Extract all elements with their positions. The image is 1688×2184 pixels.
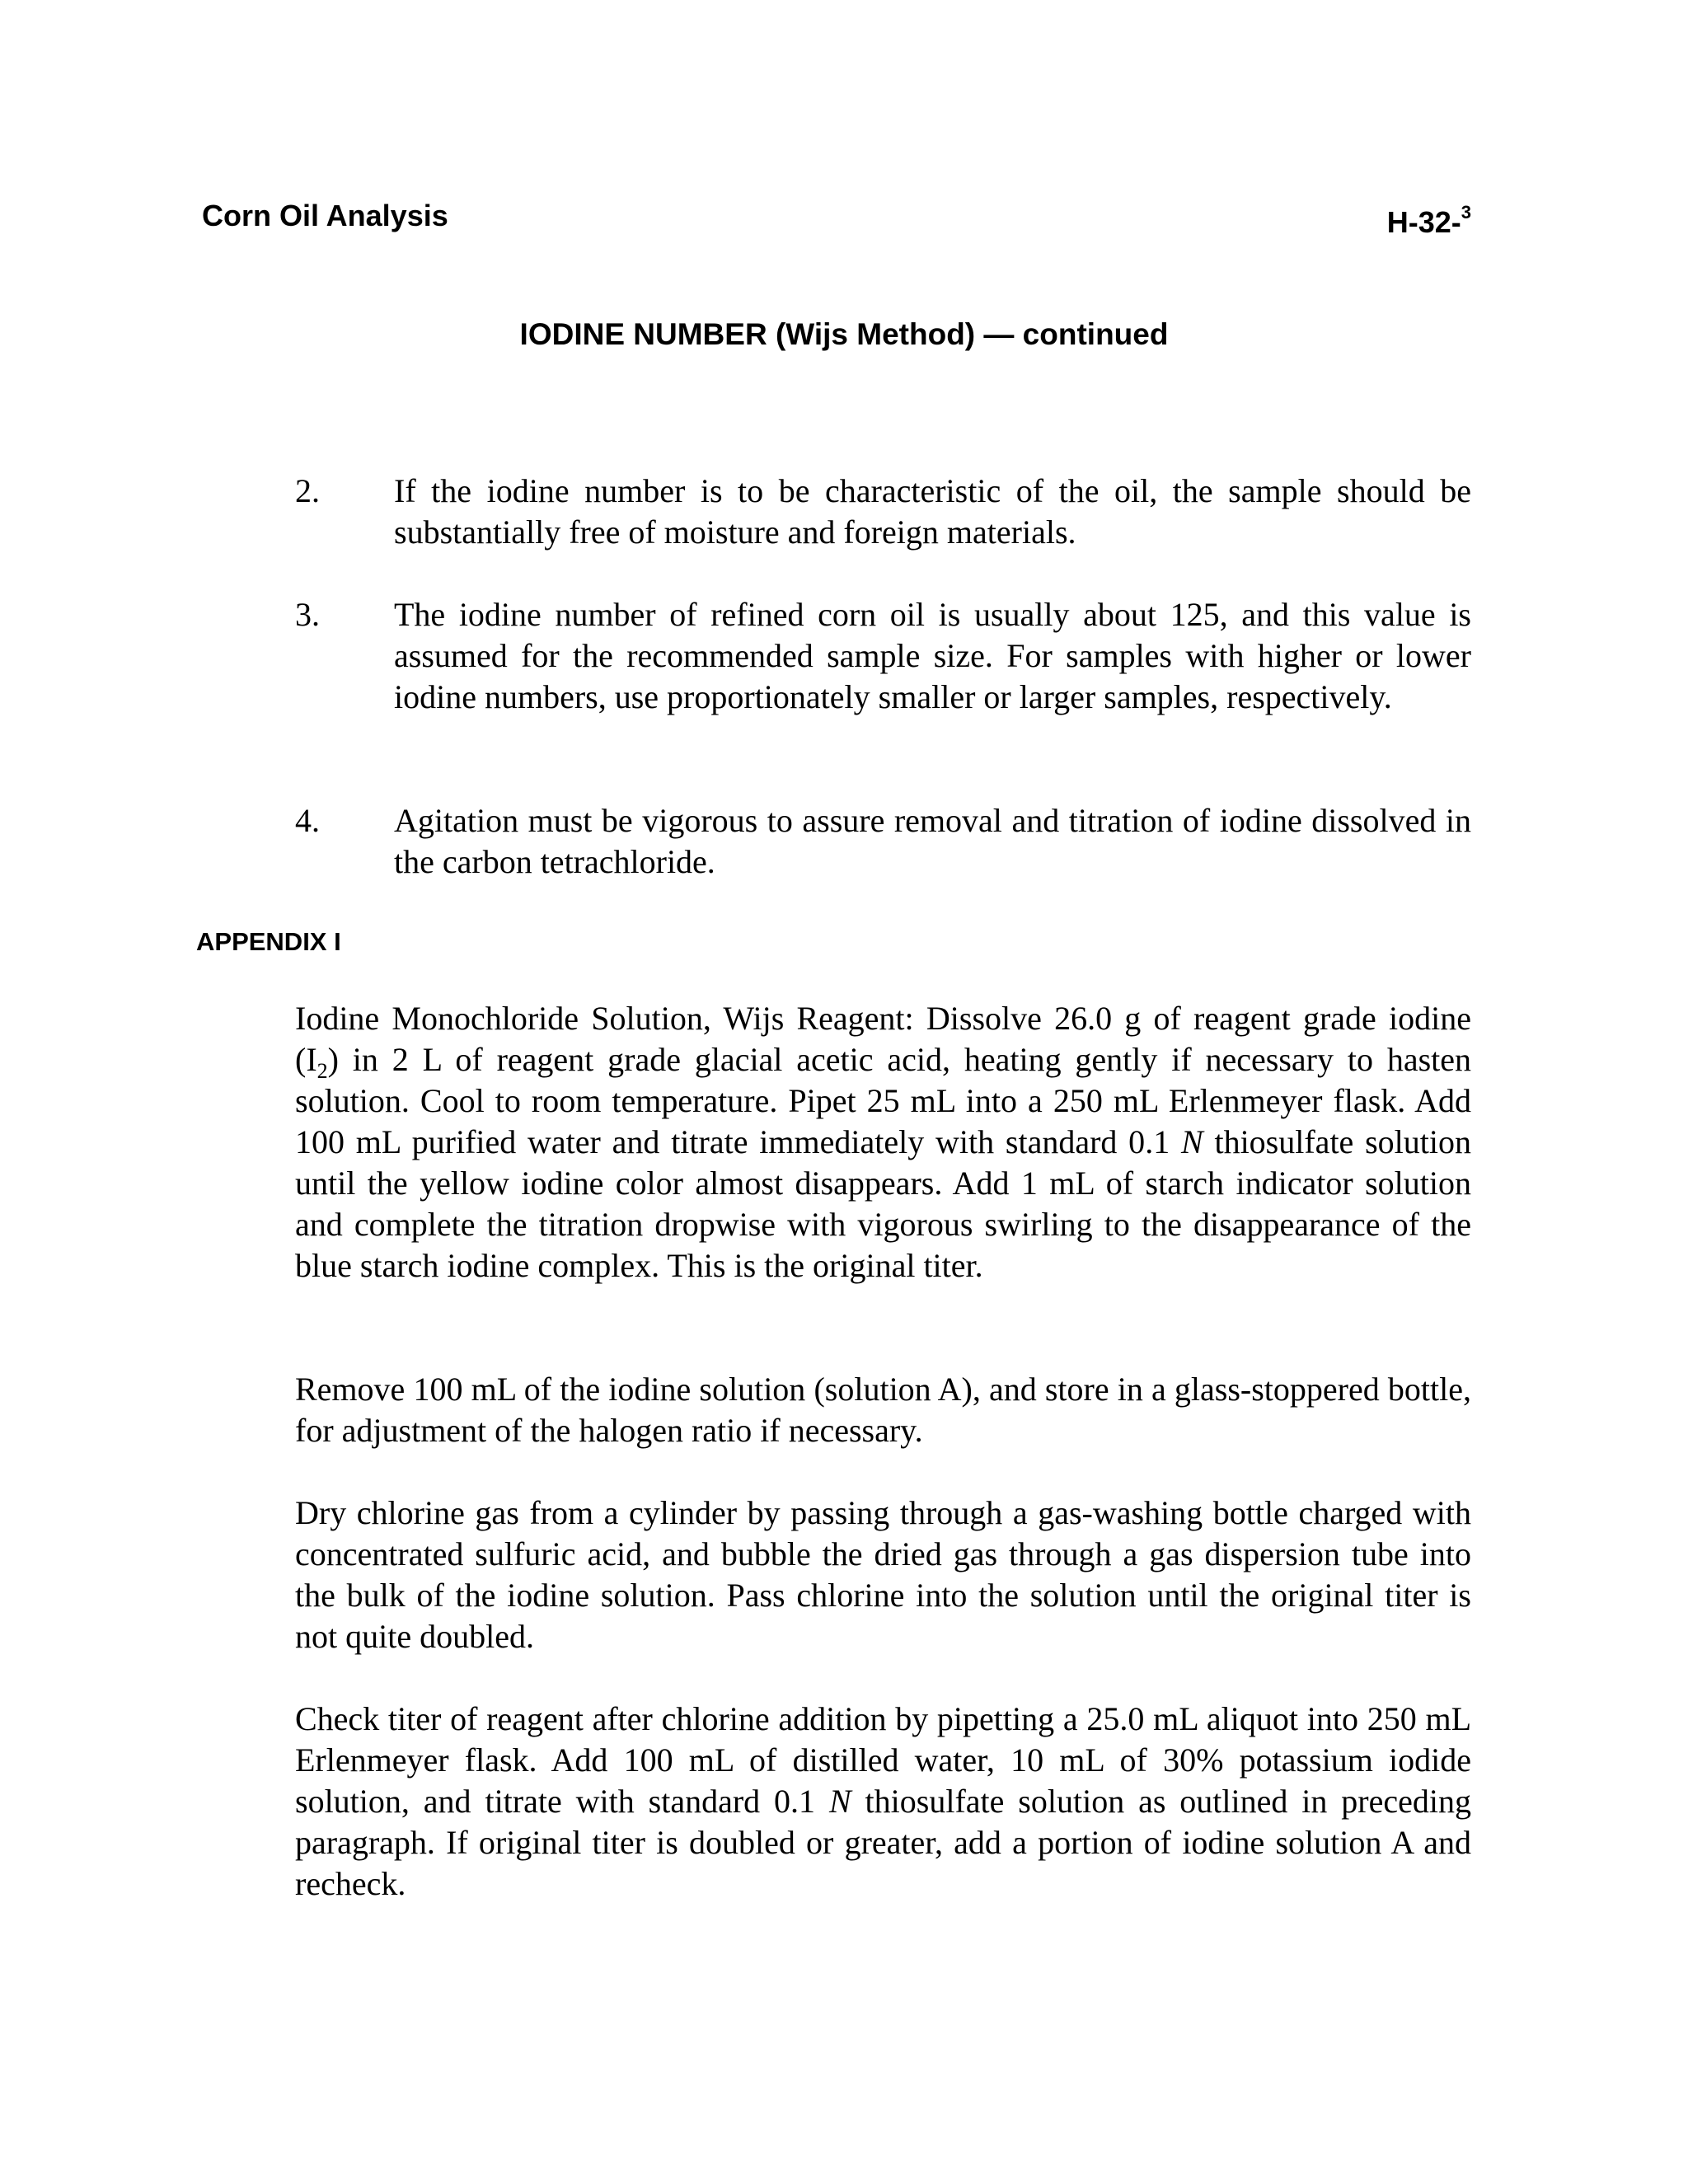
note-text: Agitation must be vigorous to assure removal and titration of iodine dissolved in the carbon tetrachloride. (394, 802, 1471, 880)
appendix-paragraph-wijs-reagent (295, 998, 1471, 1286)
subscript: 2 (316, 1059, 328, 1083)
appendix-paragraph-check-titer (295, 1699, 1471, 1905)
page-id: H-32- (1386, 205, 1461, 239)
note-item (295, 594, 1471, 718)
section-heading: IODINE NUMBER (Wijs Method) — continued (519, 317, 1169, 351)
note-text: If the iodine number is to be characteristic of the oil, the sample should be substantially free of moisture and foreign materials. (394, 472, 1471, 551)
paragraph-text: thiosulfate solution until the yellow iodine color almost disappears. Add 1 mL of starch indicator solution and complete the titration dropwise with vigorous swirling to the disappearance of the blue starch iodine complex. This is the original titer. (295, 1123, 1471, 1284)
note-text: The iodine number of refined corn oil is usually about 125, and this value is assumed for the recommended sample size. For samples with higher or lower iodine numbers, use proportionately smaller or larger samples, respectively. (394, 596, 1471, 715)
page-number (1387, 198, 1471, 241)
normality-symbol: N (828, 1783, 851, 1820)
note-number: 4. (295, 802, 320, 839)
paragraph-text: ) in 2 L of reagent grade glacial acetic acid, heating gently if necessary to hasten solution. Cool to room temperature. Pipet 25 mL into a 250 mL Erlenmeyer flask. Add 100 mL purified water and titrate immediately with standard 0.1 (295, 1041, 1471, 1160)
appendix-heading: APPENDIX I (196, 927, 341, 956)
document-title: Corn Oil Analysis (202, 199, 448, 232)
note-item (295, 800, 1471, 883)
appendix-paragraph-solution-a: Remove 100 mL of the iodine solution (solution A), and store in a glass-stoppered bottle, for adjustment of the halogen ratio if necessary. (295, 1371, 1471, 1449)
note-item (295, 471, 1471, 553)
appendix-paragraph-chlorine: Dry chlorine gas from a cylinder by passing through a gas-washing bottle charged with concentrated sulfuric acid, and bubble the dried gas through a gas dispersion tube into the bulk of the iodine solution. Pass chlorine into the solution until the original titer is not quite doubled. (295, 1494, 1471, 1655)
paragraph-text: thiosulfate solution as outlined in preceding paragraph. If original titer is doubled or greater, add a portion of iodine solution A and recheck. (295, 1783, 1472, 1902)
page-superscript: 3 (1461, 202, 1471, 223)
paragraph-text: Check titer of reagent after chlorine addition by pipetting a 25.0 mL aliquot into 250 mL Erlenmeyer flask. Add 100 mL of distilled water, 10 mL of 30% potassium iodide solution, and titrate with standard 0.1 (295, 1700, 1471, 1820)
paragraph-text: Iodine Monochloride Solution, Wijs Reagent: Dissolve 26.0 g of reagent grade iodine (I (295, 1000, 1471, 1078)
note-number: 3. (295, 596, 320, 633)
normality-symbol: N (1180, 1123, 1203, 1160)
note-number: 2. (295, 472, 320, 509)
